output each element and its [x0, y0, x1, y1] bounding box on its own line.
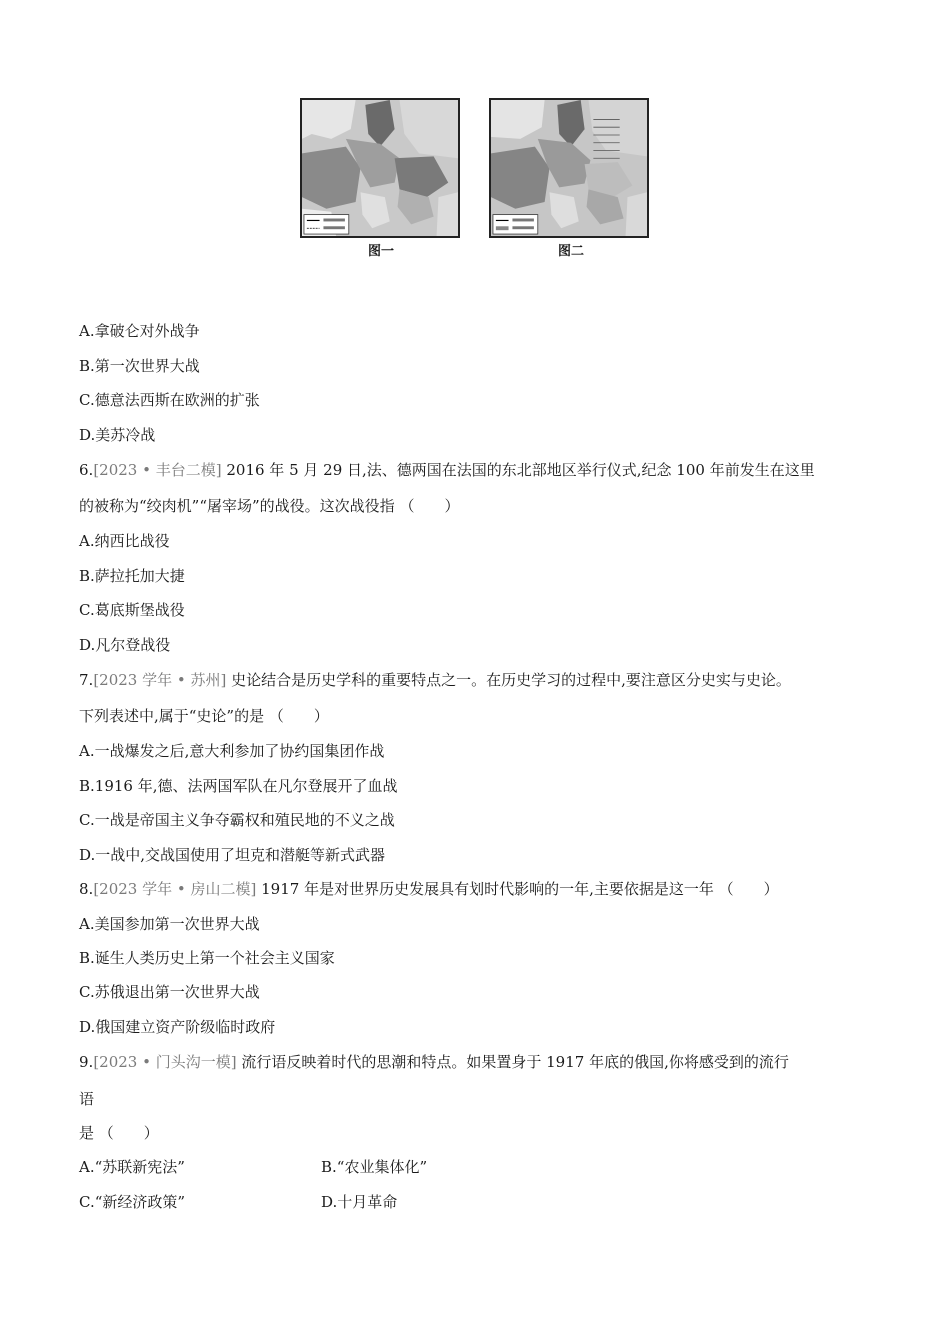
q8-text: 1917 年是对世界历史发展具有划时代影响的一年,主要依据是这一年 （ ） [261, 880, 779, 898]
q7-option-a: A.一战爆发之后,意大利参加了协约国集团作战 [79, 742, 385, 760]
q5-option-c: C.德意法西斯在欧洲的扩张 [79, 391, 260, 409]
q9-number: 9. [79, 1053, 94, 1071]
q9-option-a: A.“苏联新宪法” [79, 1158, 185, 1176]
q5-option-b: B.第一次世界大战 [79, 357, 200, 375]
q8-source: [2023 学年 • 房山二模] [93, 880, 257, 898]
q7-option-b: B.1916 年,德、法两国军队在凡尔登展开了血战 [79, 777, 398, 795]
q6-text: 2016 年 5 月 29 日,法、德两国在法国的东北部地区举行仪式,纪念 100 年前发生在这里 [226, 461, 815, 479]
map-figures [300, 98, 650, 263]
europe-map-one [300, 98, 460, 238]
q9-stem-line2: 语 [79, 1090, 95, 1108]
q6-stem-line1 [79, 460, 815, 480]
q6-option-c: C.葛底斯堡战役 [79, 601, 185, 619]
q9-option-c: C.“新经济政策” [79, 1193, 186, 1211]
q8-option-b: B.诞生人类历史上第一个社会主义国家 [79, 949, 335, 967]
q5-option-a: A.拿破仑对外战争 [79, 322, 200, 340]
q7-stem-line2: 下列表述中,属于“史论”的是 （ ） [79, 707, 329, 725]
q8-option-a: A.美国参加第一次世界大战 [79, 915, 260, 933]
q8-option-d: D.俄国建立资产阶级临时政府 [79, 1018, 276, 1036]
q7-stem-line1 [79, 670, 791, 690]
q5-option-d: D.美苏冷战 [79, 426, 156, 444]
map-two-caption: 图二 [558, 244, 585, 259]
q6-number: 6. [79, 461, 94, 479]
q7-option-c: C.一战是帝国主义争夺霸权和殖民地的不义之战 [79, 811, 395, 829]
q9-option-b: B.“农业集体化” [321, 1158, 428, 1176]
q6-option-a: A.纳西比战役 [79, 532, 170, 550]
q7-number: 7. [79, 671, 94, 689]
europe-map-two [489, 98, 649, 238]
q8-stem-line1 [79, 879, 779, 899]
q9-stem-line3: 是 （ ） [79, 1124, 159, 1142]
q8-number: 8. [79, 880, 94, 898]
q7-source: [2023 学年 • 苏州] [93, 671, 227, 689]
map-one-caption: 图一 [368, 244, 395, 259]
q9-stem-line1 [79, 1052, 789, 1072]
q6-option-d: D.凡尔登战役 [79, 636, 171, 654]
q6-source: [2023 • 丰台二模] [93, 461, 222, 479]
q8-option-c: C.苏俄退出第一次世界大战 [79, 983, 260, 1001]
q7-option-d: D.一战中,交战国使用了坦克和潜艇等新式武器 [79, 846, 386, 864]
q6-stem-line2: 的被称为“绞肉机”“屠宰场”的战役。这次战役指 （ ） [79, 497, 460, 515]
q9-option-d: D.十月革命 [321, 1193, 398, 1211]
q7-text: 史论结合是历史学科的重要特点之一。在历史学习的过程中,要注意区分史实与史论。 [231, 671, 791, 689]
q6-option-b: B.萨拉托加大捷 [79, 567, 185, 585]
q9-source: [2023 • 门头沟一模] [93, 1053, 237, 1071]
q9-text: 流行语反映着时代的思潮和特点。如果置身于 1917 年底的俄国,你将感受到的流行 [241, 1053, 789, 1071]
